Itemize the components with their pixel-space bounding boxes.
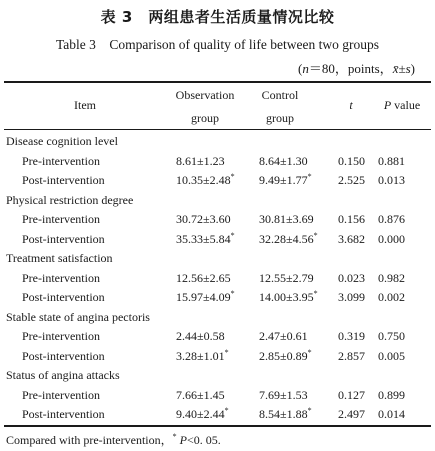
table-row bbox=[0, 326, 435, 346]
row-label: Pre-intervention bbox=[22, 329, 100, 343]
observation-value bbox=[176, 329, 225, 344]
header-observation-group: group bbox=[191, 111, 219, 125]
control-value-text: 14.00±3.95 bbox=[259, 290, 314, 304]
header-rule bbox=[4, 129, 431, 130]
header-observation: Observation bbox=[175, 88, 235, 102]
t-value: 0.319 bbox=[338, 329, 365, 343]
control-value-text: 8.54±1.88 bbox=[259, 407, 308, 421]
header-t: t bbox=[349, 98, 353, 112]
header-control: Control bbox=[261, 88, 299, 102]
observation-value-text: 9.40±2.44 bbox=[176, 407, 225, 421]
table-meta: (n＝80，points，x̄±s) bbox=[298, 61, 415, 76]
table-row bbox=[0, 170, 435, 190]
p-value: 0.005 bbox=[378, 348, 405, 363]
table-title-english: Table 3 Comparison of quality of life between two groups bbox=[56, 37, 379, 52]
observation-value bbox=[176, 388, 225, 403]
row-label: Post-intervention bbox=[22, 407, 105, 421]
category-row bbox=[0, 131, 435, 151]
row-label: Pre-intervention bbox=[22, 212, 100, 226]
category-label: Disease cognition level bbox=[6, 134, 118, 148]
control-value bbox=[259, 329, 308, 344]
table-row bbox=[0, 229, 435, 249]
observation-mark: * bbox=[230, 230, 235, 240]
table-row bbox=[0, 287, 435, 307]
t-value: 0.127 bbox=[338, 387, 365, 402]
control-mark: * bbox=[307, 347, 312, 357]
control-mark: * bbox=[313, 289, 318, 298]
p-value: 0.982 bbox=[378, 270, 405, 285]
observation-value-text: 15.97±4.09 bbox=[176, 290, 231, 304]
table-row bbox=[0, 268, 435, 288]
observation-value bbox=[176, 154, 225, 169]
observation-value bbox=[176, 173, 235, 188]
observation-value bbox=[176, 232, 235, 247]
control-value-text: 8.64±1.30 bbox=[259, 153, 308, 168]
row-label: Pre-intervention bbox=[22, 270, 100, 285]
observation-mark: * bbox=[230, 172, 235, 181]
control-value bbox=[259, 173, 312, 188]
table-row bbox=[0, 209, 435, 229]
category-row bbox=[0, 190, 435, 210]
t-value: 0.023 bbox=[338, 270, 365, 285]
meta-stat: x̄±s bbox=[392, 61, 411, 76]
meta-n: n bbox=[302, 61, 309, 76]
footnote-text: Compared with pre-intervention， bbox=[6, 433, 173, 447]
observation-mark: * bbox=[224, 406, 229, 415]
footnote-p: P bbox=[179, 433, 187, 447]
control-value bbox=[259, 271, 314, 286]
meta-rest: ＝80，points， bbox=[308, 61, 393, 76]
control-value bbox=[259, 290, 318, 305]
p-value: 0.750 bbox=[378, 329, 405, 343]
table-row bbox=[0, 346, 435, 366]
header-p-value bbox=[372, 98, 432, 113]
control-mark: * bbox=[313, 230, 318, 240]
category-label: Stable state of angina pectoris bbox=[6, 309, 150, 324]
t-value: 0.150 bbox=[338, 153, 365, 168]
control-mark: * bbox=[307, 172, 312, 181]
table-row bbox=[0, 151, 435, 171]
p-value: 0.013 bbox=[378, 173, 405, 187]
control-value-text: 7.69±1.53 bbox=[259, 387, 308, 402]
observation-value-text: 2.44±0.58 bbox=[176, 329, 225, 343]
t-value: 2.525 bbox=[338, 173, 365, 187]
row-label: Post-intervention bbox=[22, 348, 105, 363]
control-value-text: 12.55±2.79 bbox=[259, 270, 314, 285]
category-label: Status of angina attacks bbox=[6, 368, 120, 382]
t-value: 3.099 bbox=[338, 290, 365, 304]
table-footnote bbox=[6, 431, 221, 448]
category-row bbox=[0, 248, 435, 268]
category-label: Physical restriction degree bbox=[6, 192, 134, 207]
p-value: 0.014 bbox=[378, 407, 405, 421]
p-value: 0.000 bbox=[378, 231, 405, 246]
observation-value-text: 3.28±1.01 bbox=[176, 348, 225, 363]
observation-mark: * bbox=[230, 289, 235, 298]
bottom-rule bbox=[4, 425, 431, 427]
header-p-word: value bbox=[391, 98, 421, 112]
row-label: Post-intervention bbox=[22, 290, 105, 304]
top-rule bbox=[4, 81, 431, 83]
row-label: Post-intervention bbox=[22, 231, 105, 246]
control-value bbox=[259, 349, 312, 364]
observation-value-text: 8.61±1.23 bbox=[176, 153, 225, 168]
category-row bbox=[0, 365, 435, 385]
control-mark: * bbox=[307, 406, 312, 415]
p-value: 0.002 bbox=[378, 290, 405, 304]
control-value-text: 30.81±3.69 bbox=[259, 212, 314, 226]
observation-value bbox=[176, 407, 229, 422]
header-p-symbol: P bbox=[383, 98, 392, 112]
p-value: 0.899 bbox=[378, 387, 405, 402]
observation-value-text: 30.72±3.60 bbox=[176, 212, 231, 226]
footnote-condition: <0. 05. bbox=[186, 433, 221, 447]
control-value bbox=[259, 154, 308, 169]
control-value bbox=[259, 388, 308, 403]
footnote-mark: * bbox=[172, 432, 177, 441]
observation-value bbox=[176, 212, 231, 227]
control-value bbox=[259, 407, 312, 422]
observation-value-text: 12.56±2.65 bbox=[176, 270, 231, 285]
control-value bbox=[259, 212, 314, 227]
observation-value bbox=[176, 349, 229, 364]
row-label: Pre-intervention bbox=[22, 387, 100, 402]
category-row bbox=[0, 307, 435, 327]
observation-value bbox=[176, 290, 235, 305]
table-row bbox=[0, 385, 435, 405]
table-body bbox=[0, 131, 435, 424]
control-value-text: 2.47±0.61 bbox=[259, 329, 308, 343]
t-value: 0.156 bbox=[338, 212, 365, 226]
t-value: 3.682 bbox=[338, 231, 365, 246]
p-value: 0.876 bbox=[378, 212, 405, 226]
category-label: Treatment satisfaction bbox=[6, 251, 113, 265]
observation-mark: * bbox=[224, 347, 229, 357]
table-title-chinese: 表 3 两组患者生活质量情况比较 bbox=[100, 8, 335, 26]
control-value-text: 9.49±1.77 bbox=[259, 173, 308, 187]
header-item: Item bbox=[74, 98, 96, 112]
t-value: 2.857 bbox=[338, 348, 365, 363]
row-label: Pre-intervention bbox=[22, 153, 100, 168]
observation-value-text: 7.66±1.45 bbox=[176, 387, 225, 402]
table-row bbox=[0, 404, 435, 424]
t-value: 2.497 bbox=[338, 407, 365, 421]
header-control-group: group bbox=[266, 111, 294, 125]
observation-value-text: 10.35±2.48 bbox=[176, 173, 231, 187]
observation-value bbox=[176, 271, 231, 286]
control-value-text: 2.85±0.89 bbox=[259, 348, 308, 363]
row-label: Post-intervention bbox=[22, 173, 105, 187]
control-value bbox=[259, 232, 318, 247]
p-value: 0.881 bbox=[378, 153, 405, 168]
observation-value-text: 35.33±5.84 bbox=[176, 231, 231, 246]
control-value-text: 32.28±4.56 bbox=[259, 231, 314, 246]
